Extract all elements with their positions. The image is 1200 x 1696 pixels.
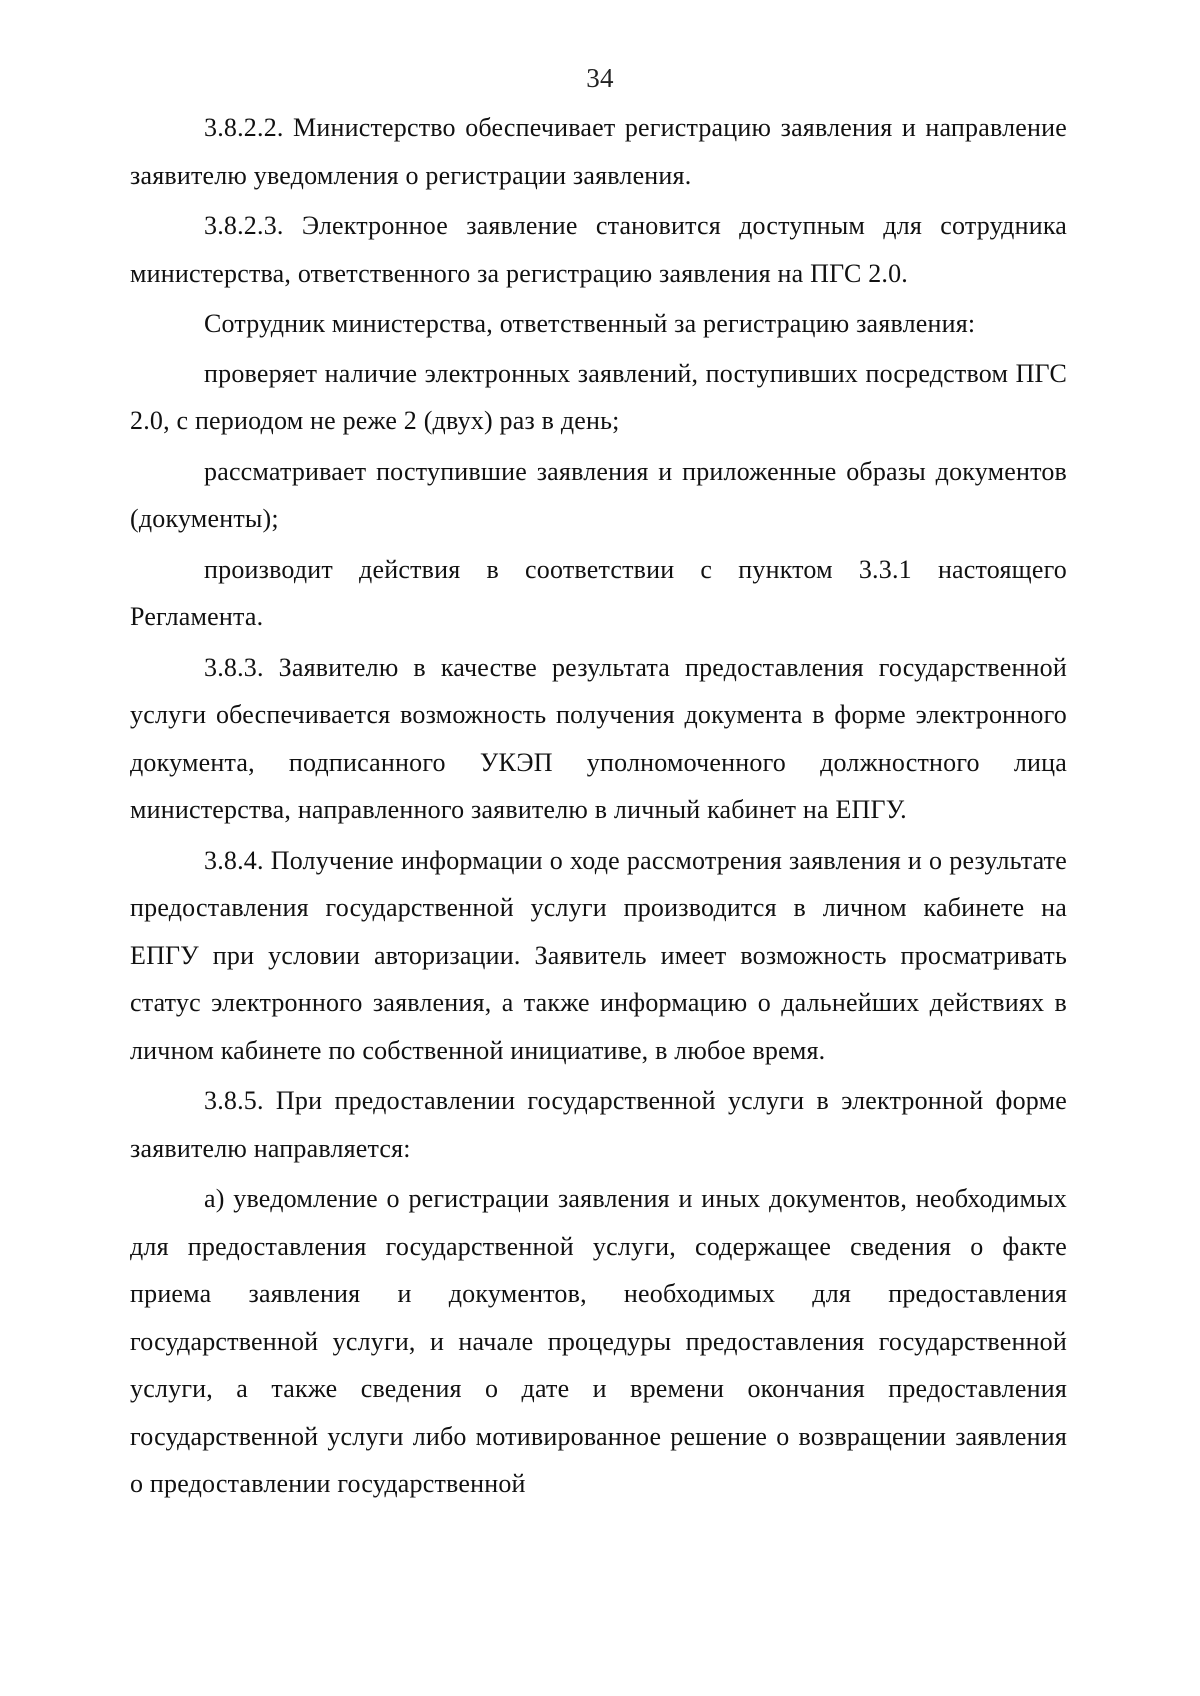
- paragraph-employee-intro: Сотрудник министерства, ответственный за регистрацию заявления:: [204, 309, 976, 338]
- paragraph-3-8-2-3: 3.8.2.3. Электронное заявление становится доступным для сотрудника министерства, ответственного за регистрацию заявления на ПГС 2.0.: [130, 211, 1067, 288]
- paragraph-3-8-5: 3.8.5. При предоставлении государственной услуги в электронной форме заявителю направляется:: [130, 1086, 1067, 1163]
- paragraph-3-8-2-2: 3.8.2.2. Министерство обеспечивает регистрацию заявления и направление заявителю уведомления о регистрации заявления.: [130, 113, 1067, 190]
- paragraph-performs-actions: производит действия в соответствии с пунктом 3.3.1 настоящего Регламента.: [130, 554, 1067, 631]
- paragraph-3-8-3: 3.8.3. Заявителю в качестве результата предоставления государственной услуги обеспечивается возможность получения документа в форме электронного документа, подписанного УКЭП уполномоченного должностного лица министерства, направленного заявителю в личный кабинет на ЕПГУ.: [130, 652, 1067, 824]
- document-body: [130, 104, 1067, 1508]
- paragraph-checks-applications: проверяет наличие электронных заявлений, поступивших посредством ПГС 2.0, с периодом не реже 2 (двух) раз в день;: [130, 358, 1067, 435]
- paragraph-3-8-4: 3.8.4. Получение информации о ходе рассмотрения заявления и о результате предоставления государственной услуги производится в личном кабинете на ЕПГУ при условии авторизации. Заявитель имеет возможность просматривать статус электронного заявления, а также информацию о дальнейших действиях в личном кабинете по собственной инициативе, в любое время.: [130, 845, 1067, 1065]
- paragraph-reviews-applications: рассматривает поступившие заявления и приложенныe образы документов (документы);: [130, 456, 1067, 533]
- page-number: 34: [586, 63, 614, 93]
- paragraph-item-a: а) уведомление о регистрации заявления и иных документов, необходимых для предоставления государственной услуги, содержащее сведения о факте приема заявления и документов, необходимых для предоставления государственной услуги, и начале процедуры предоставления государственной услуги, а также сведения о дате и времени окончания предоставления государственной услуги либо мотивированное решение о возвращении заявления о предоставлении государственной: [130, 1184, 1067, 1498]
